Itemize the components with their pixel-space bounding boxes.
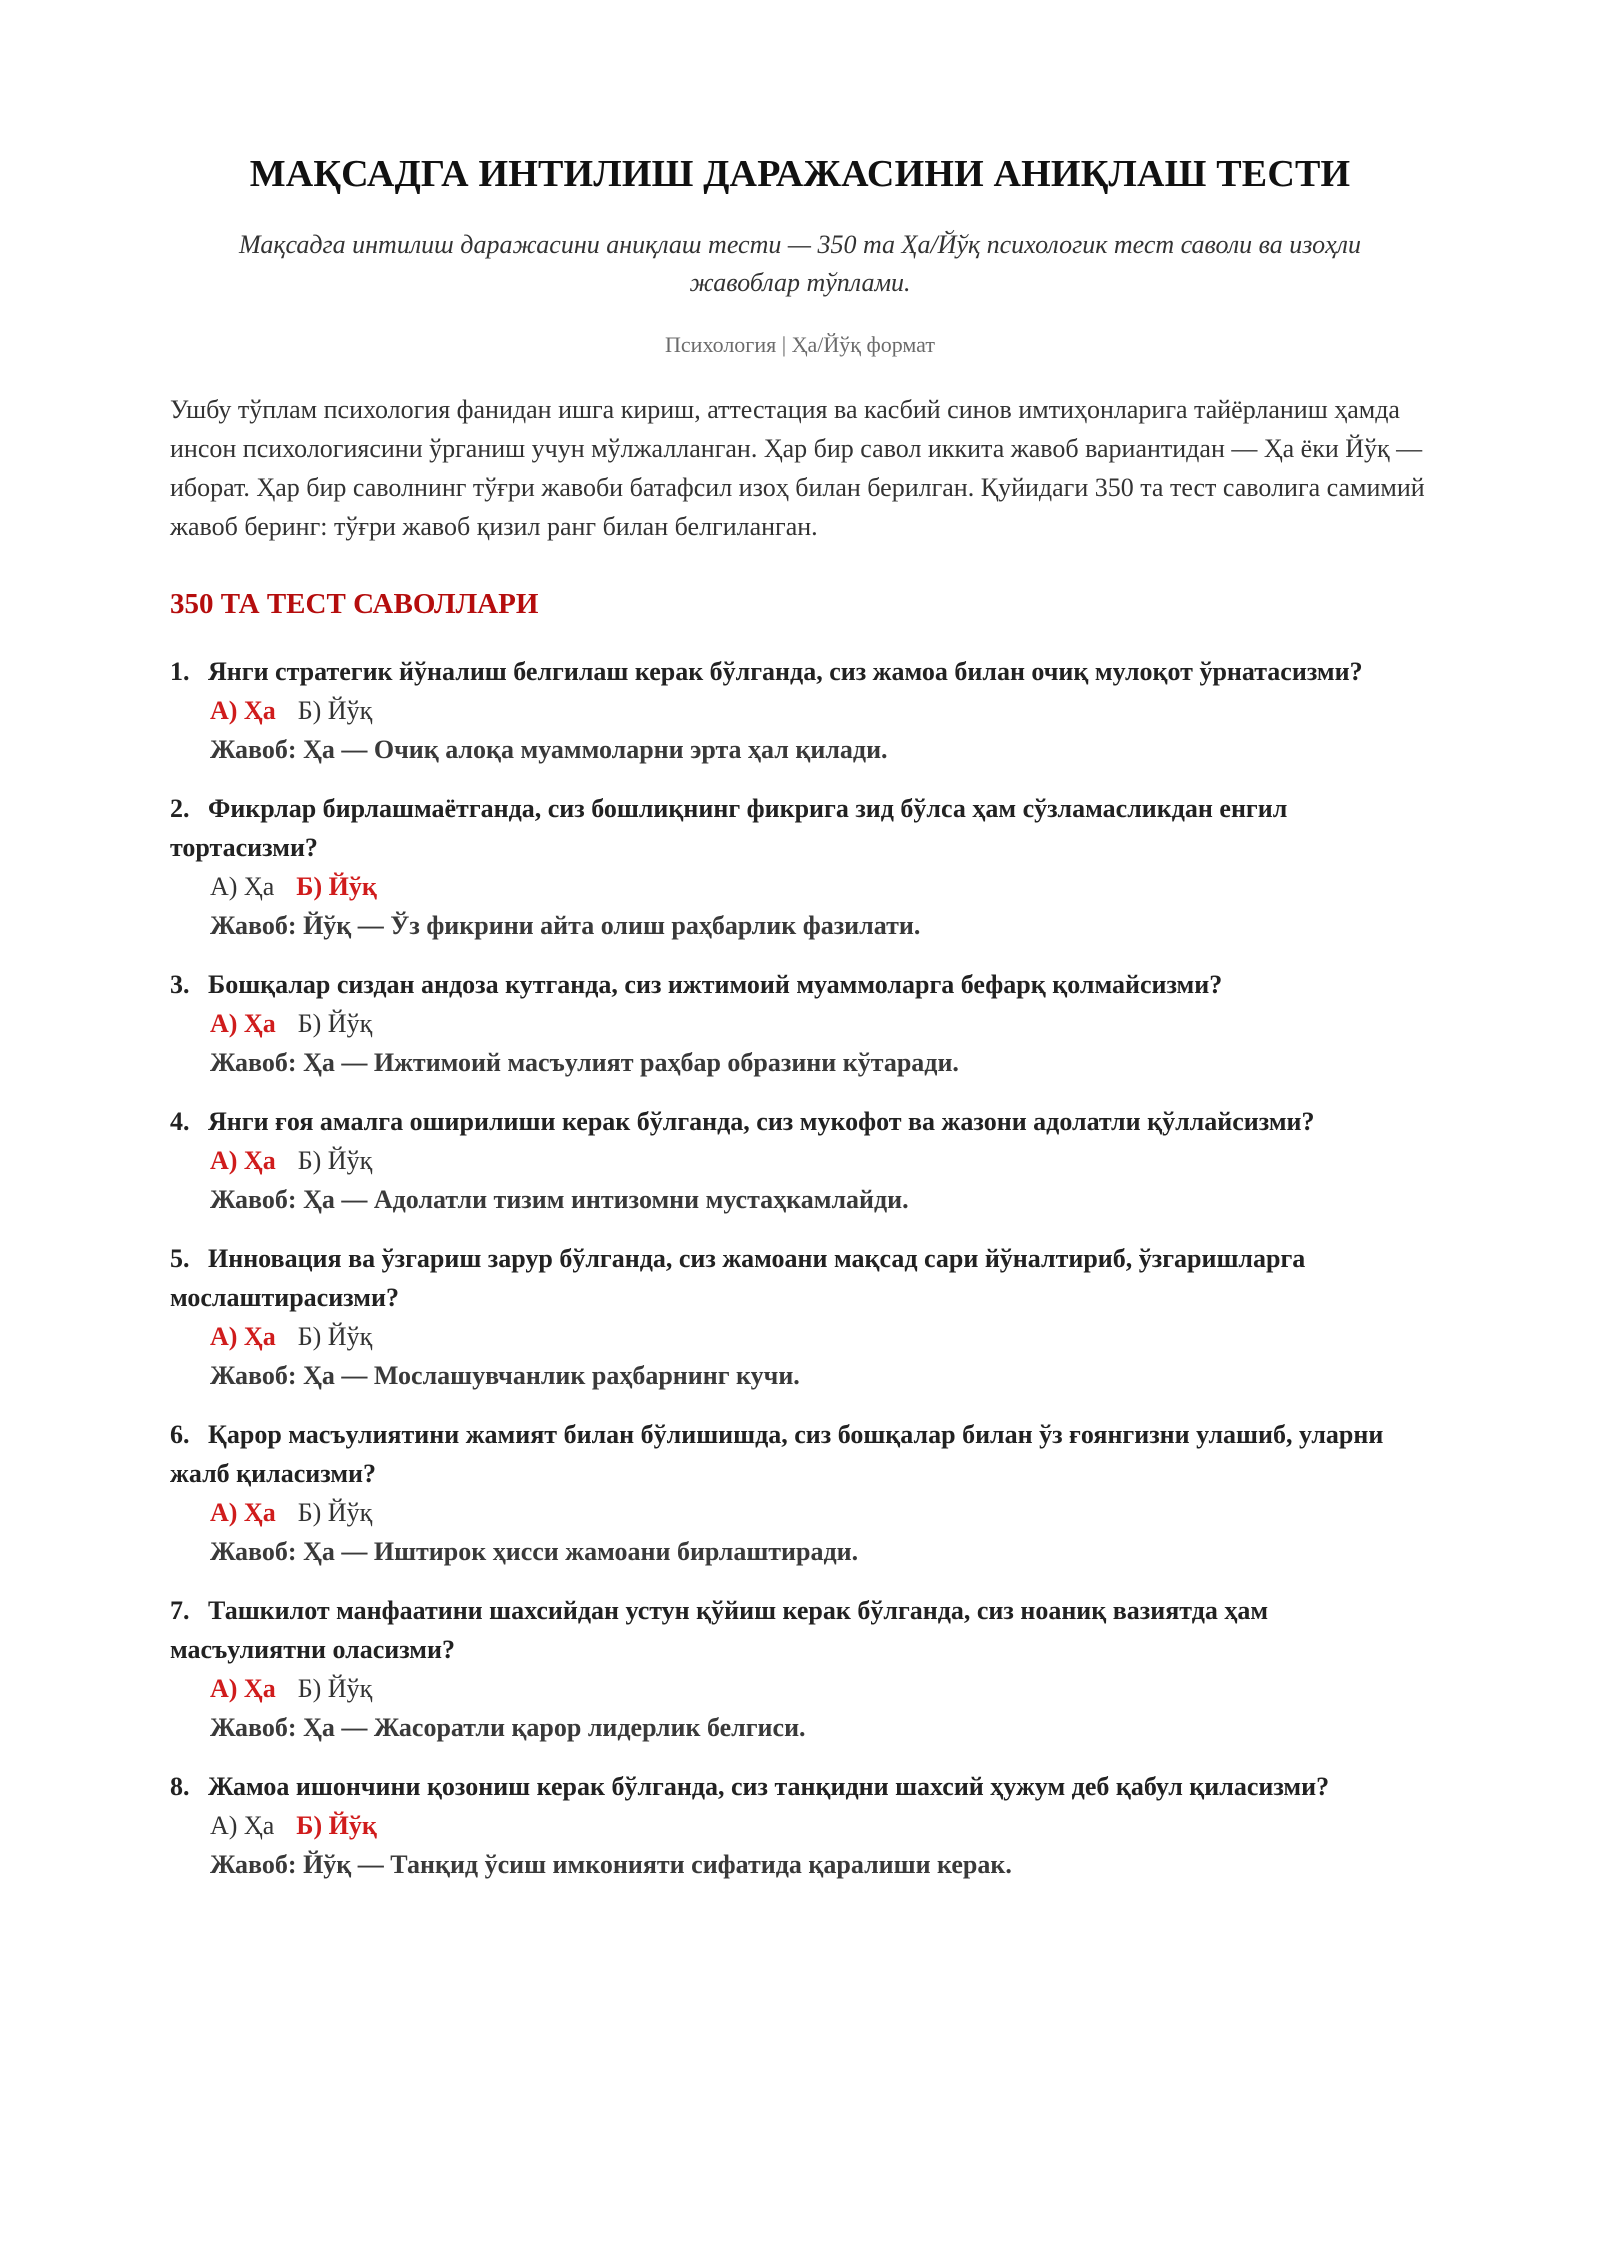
answer-explanation: Жавоб: Ҳа — Иштирок ҳисси жамоани бирлаштиради. [210, 1537, 859, 1566]
option-a[interactable]: А) Ҳа [210, 872, 275, 901]
question-list [170, 652, 1430, 1884]
option-b[interactable]: Б) Йўқ [297, 1674, 373, 1703]
answer-explanation: Жавоб: Ҳа — Адолатли тизим интизомни мустаҳкамлайди. [210, 1185, 909, 1214]
question-body: Бошқалар сиздан андоза кутганда, сиз ижтимоий муаммоларга бефарқ қолмайсизми? [208, 970, 1223, 999]
question-body: Қарор масъулиятини жамият билан бўлишишда, сиз бошқалар билан ўз ғоянгизни улашиб, уларни жалб қиласизми? [170, 1420, 1384, 1488]
answer-options [170, 1317, 1430, 1356]
question-item [170, 1767, 1430, 1884]
answer-options [170, 1669, 1430, 1708]
option-a[interactable]: А) Ҳа [210, 1322, 276, 1351]
answer-explanation: Жавоб: Йўқ — Ўз фикрини айта олиш раҳбарлик фазилати. [210, 911, 921, 940]
question-body: Янги ғоя амалга оширилиши керак бўлганда, сиз мукофот ва жазони адолатли қўллайсизми? [208, 1107, 1315, 1136]
question-number: 1. [170, 657, 190, 686]
answer-options [170, 1141, 1430, 1180]
answer-options [170, 1806, 1430, 1845]
question-number: 4. [170, 1107, 190, 1136]
question-number: 5. [170, 1244, 190, 1273]
answer-options [170, 691, 1430, 730]
question-text [170, 1239, 1430, 1317]
question-number: 7. [170, 1596, 190, 1625]
question-text [170, 1415, 1430, 1493]
option-a[interactable]: А) Ҳа [210, 696, 276, 725]
question-number: 3. [170, 970, 190, 999]
option-a[interactable]: А) Ҳа [210, 1674, 276, 1703]
question-item [170, 1239, 1430, 1395]
answer-explanation: Жавоб: Ҳа — Ижтимоий масъулият раҳбар образини кўтаради. [210, 1048, 959, 1077]
option-a[interactable]: А) Ҳа [210, 1009, 276, 1038]
question-body: Жамоа ишончини қозониш керак бўлганда, сиз танқидни шахсий ҳужум деб қабул қиласизми? [208, 1772, 1330, 1801]
option-a[interactable]: А) Ҳа [210, 1146, 276, 1175]
answer-explanation: Жавоб: Ҳа — Мослашувчанлик раҳбарнинг кучи. [210, 1361, 800, 1390]
option-b[interactable]: Б) Йўқ [297, 1009, 373, 1038]
answer-explanation: Жавоб: Ҳа — Очиқ алоқа муаммоларни эрта ҳал қилади. [210, 735, 888, 764]
question-item [170, 1591, 1430, 1747]
question-number: 2. [170, 794, 190, 823]
document-subtitle: Мақсадга интилиш даражасини аниқлаш тести — 350 та Ҳа/Йўқ психологик тест саволи ва изоҳли жавоблар тўплами. [239, 230, 1361, 297]
question-number: 6. [170, 1420, 190, 1449]
question-body: Фикрлар бирлашмаётганда, сиз бошлиқнинг фикрига зид бўлса ҳам сўзламасликдан енгил тортасизми? [170, 794, 1288, 862]
option-b[interactable]: Б) Йўқ [296, 872, 377, 901]
question-text [170, 652, 1430, 691]
question-number: 8. [170, 1772, 190, 1801]
question-item [170, 789, 1430, 945]
question-item [170, 652, 1430, 769]
section-heading: 350 ТА ТЕСТ САВОЛЛАРИ [170, 588, 539, 620]
option-b[interactable]: Б) Йўқ [297, 1322, 373, 1351]
question-item [170, 1102, 1430, 1219]
document-meta: Психология | Ҳа/Йўқ формат [665, 332, 935, 357]
question-text [170, 1591, 1430, 1669]
question-body: Инновация ва ўзгариш зарур бўлганда, сиз жамоани мақсад сари йўналтириб, ўзгаришларга мослаштирасизми? [170, 1244, 1306, 1312]
option-a[interactable]: А) Ҳа [210, 1811, 275, 1840]
question-text [170, 1102, 1430, 1141]
document-title: МАҚСАДГА ИНТИЛИШ ДАРАЖАСИНИ АНИҚЛАШ ТЕСТИ [249, 153, 1351, 195]
question-text [170, 789, 1430, 867]
option-b[interactable]: Б) Йўқ [297, 696, 373, 725]
option-b[interactable]: Б) Йўқ [296, 1811, 377, 1840]
option-b[interactable]: Б) Йўқ [297, 1146, 373, 1175]
question-body: Ташкилот манфаатини шахсийдан устун қўйиш керак бўлганда, сиз ноаниқ вазиятда ҳам масъулиятни оласизми? [170, 1596, 1269, 1664]
question-text [170, 965, 1430, 1004]
intro-paragraph: Ушбу тўплам психология фанидан ишга кириш, аттестация ва касбий синов имтиҳонларига тайёрланиш ҳамда инсон психологиясини ўрганиш учун мўлжалланган. Ҳар бир савол иккита жавоб вариантидан — Ҳа ёки Йўқ — иборат. Ҳар бир саволнинг тўғри жавоби батафсил изоҳ билан берилган. Қуйидаги 350 та тест саволига самимий жавоб беринг: тўғри жавоб қизил ранг билан белгиланган. [170, 395, 1425, 541]
option-b[interactable]: Б) Йўқ [297, 1498, 373, 1527]
question-item [170, 1415, 1430, 1571]
question-body: Янги стратегик йўналиш белгилаш керак бўлганда, сиз жамоа билан очиқ мулоқот ўрнатасизми? [208, 657, 1363, 686]
answer-options [170, 867, 1430, 906]
question-item [170, 965, 1430, 1082]
answer-explanation: Жавоб: Ҳа — Жасоратли қарор лидерлик белгиси. [210, 1713, 806, 1742]
answer-options [170, 1004, 1430, 1043]
answer-options [170, 1493, 1430, 1532]
answer-explanation: Жавоб: Йўқ — Танқид ўсиш имконияти сифатида қаралиши керак. [210, 1850, 1012, 1879]
question-text [170, 1767, 1430, 1806]
option-a[interactable]: А) Ҳа [210, 1498, 276, 1527]
